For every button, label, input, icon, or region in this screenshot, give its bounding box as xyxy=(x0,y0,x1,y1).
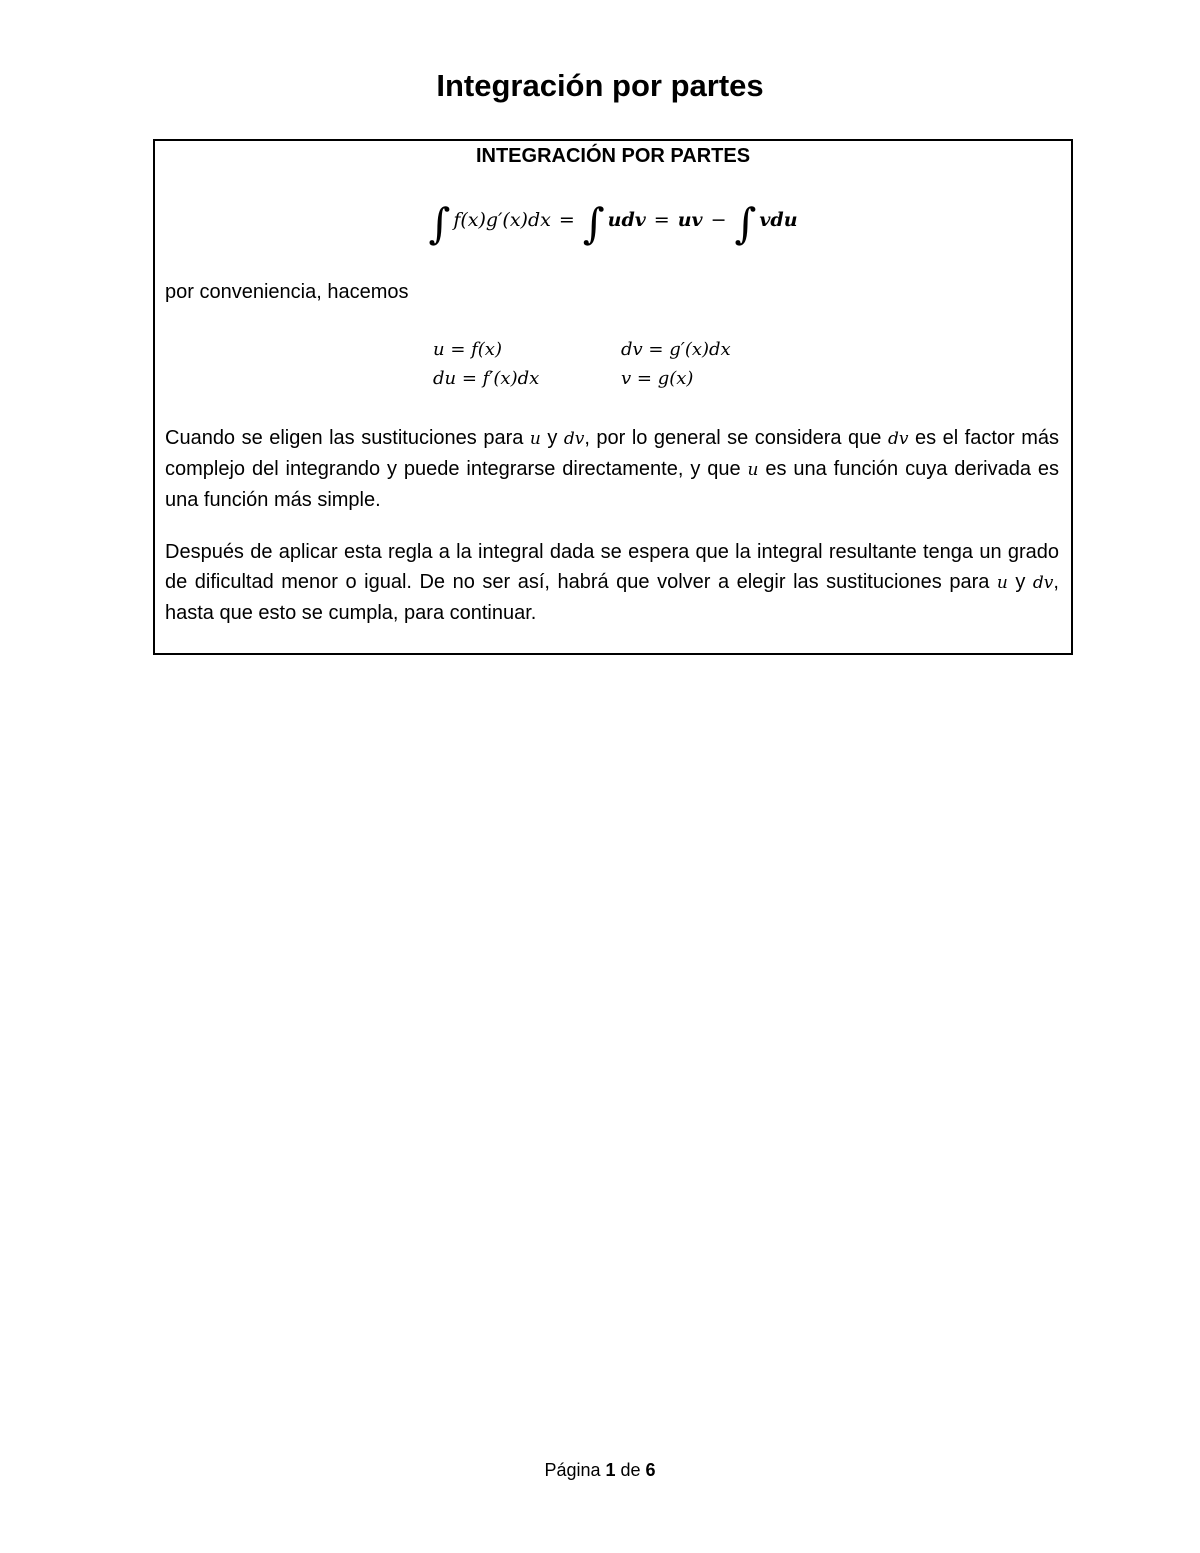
formula-minus: − xyxy=(710,209,727,231)
footer-prefix: Página xyxy=(544,1460,606,1480)
text-run: Cuando se eligen las sustituciones para xyxy=(165,427,530,449)
text-run: y xyxy=(1007,571,1033,593)
integral-sign: ∫ xyxy=(582,199,605,248)
formula-equals-2: = xyxy=(653,209,670,231)
formula-equals-1: = xyxy=(558,209,575,231)
convenience-text: por conveniencia, hacemos xyxy=(165,281,409,303)
math-run: dv xyxy=(563,429,585,449)
paragraph-2 xyxy=(165,537,1059,628)
sub-u: u = f(x) xyxy=(433,339,502,360)
page-title: Integración por partes xyxy=(436,68,764,103)
sub-v: v = g(x) xyxy=(621,368,694,389)
sub-dv: dv = g′(x)dx xyxy=(621,339,731,360)
text-run: es una función cuya derivada es una función más simple. xyxy=(165,458,1059,511)
formula-uv: uv xyxy=(677,209,703,231)
math-run: u xyxy=(747,460,759,480)
text-run: , hasta que esto se cumpla, para continuar. xyxy=(165,571,1059,624)
current-page-number: 1 xyxy=(605,1460,616,1480)
math-run: dv xyxy=(1032,573,1054,593)
text-run: y xyxy=(540,427,564,449)
total-pages-number: 6 xyxy=(645,1460,656,1480)
formula-rhs: vdu xyxy=(759,209,798,231)
integration-by-parts-formula xyxy=(155,199,1071,248)
math-run: u xyxy=(996,573,1008,593)
definition-box xyxy=(153,139,1073,655)
footer-middle: de xyxy=(615,1460,646,1480)
formula-lhs: f(x)g′(x)dx xyxy=(453,209,551,231)
math-run: u xyxy=(529,429,541,449)
math-run: dv xyxy=(887,429,909,449)
paragraph-1 xyxy=(165,423,1059,515)
text-run: , por lo general se considera que xyxy=(584,427,888,449)
box-title: INTEGRACIÓN POR PARTES xyxy=(475,145,751,167)
sub-du: du = f′(x)dx xyxy=(433,368,540,389)
formula-mid: udv xyxy=(607,209,646,231)
text-run: es el factor más complejo del integrando y puede integrarse directamente, y que xyxy=(165,427,1059,480)
integral-sign: ∫ xyxy=(734,199,757,248)
text-run: Después de aplicar esta regla a la integral dada se espera que la integral resultante tenga un grado de dificultad menor o igual. De no ser así, habrá que volver a elegir las sustituciones para xyxy=(165,541,1059,593)
page-footer xyxy=(0,1460,1200,1481)
integral-sign: ∫ xyxy=(428,199,451,248)
